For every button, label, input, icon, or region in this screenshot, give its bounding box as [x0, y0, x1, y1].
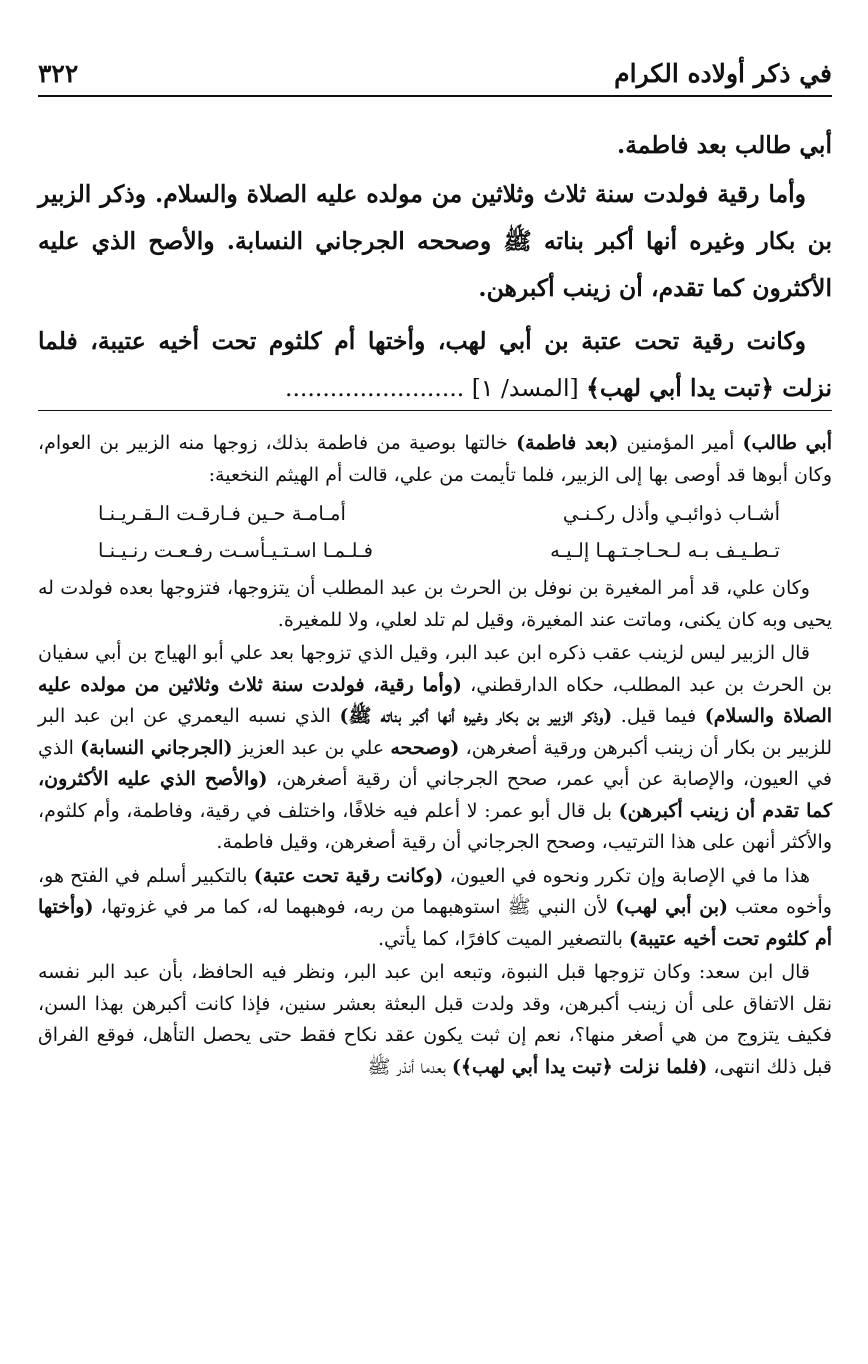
bold-quote-run: (بعد فاطمة) — [516, 432, 619, 454]
poem-verse-2 — [38, 532, 832, 569]
commentary — [38, 428, 832, 1085]
poem-hemistich-left: فـلـمـا اسـتـيـأسـت رفـعـت رنـيـنـا — [98, 539, 373, 562]
text-run: بعدما أنذر ﷺ — [367, 1055, 452, 1078]
bold-quote-run: (وصححه — [390, 736, 460, 759]
poem-hemistich-right: تـطـيـف بـه لـحـاجـتـهـا إلـيـه — [550, 539, 780, 562]
poem-hemistich-left: أمـامـة حـين فـارقـت الـقـريـنـا — [98, 502, 346, 525]
poem — [38, 495, 832, 569]
note-5 — [38, 957, 832, 1083]
text-run: فيما قيل. — [612, 705, 705, 727]
poem-hemistich-right: أشـاب ذوائبـي وأذل ركـنـي — [562, 502, 780, 525]
text-run: علي بن عبد العزيز — [232, 736, 391, 759]
text-run: بالتكبير أسلم في الفتح هو، وأخوه معتب — [38, 864, 832, 918]
chapter-title: في ذكر أولاده الكرام — [614, 59, 832, 88]
main-p3-text: وكانت رقية تحت عتبة بن أبي لهب، وأختها أم كلثوم تحت أخيه عتيبة، فلما نزلت — [38, 327, 832, 402]
text-run: هذا ما في الإصابة وإن تكرر ونحوه في العيون، — [443, 864, 811, 887]
text-run: بل قال أبو عمر: لا أعلم فيه خلافًا، واختلف في رقية، وفاطمة، وأم كلثوم، والأكثر أنهن على هذا الترتيب، وصحح الجرجاني أن رقية أصغرهن، وقيل فاطمة. — [38, 799, 832, 853]
main-text — [38, 122, 832, 418]
header-rule — [38, 95, 832, 97]
bold-quote-run: (وأما رقية، فولدت سنة ثلاث وثلاثين من مولده عليه الصلاة والسلام) — [38, 673, 833, 727]
text-run: الذي في العيون، والإصابة عن أبي عمر، صحح الجرجاني أن رقية أصغرهن، — [38, 736, 832, 790]
text-run: قال ابن سعد: وكان تزوجها قبل النبوة، وتبعه ابن عبد البر، ونظر فيه الحافظ، بأن عبد البر نفسه نقل الاتفاق على أن زينب أكبرهن، وقد ولدت قبل البعثة بعشر سنين، فإذا كانت أكبرهن بهذا السن، فكيف يتزوج من هي أصغر منها؟، نعم إن ثبت يكون عقد نكاح فقط حتى يحصل التأهل، فوقع الفراق قبل ذلك انتهى، — [38, 961, 832, 1078]
bold-quote-run: (الجرجاني النسابة) — [80, 736, 233, 759]
text-run: بالتصغير الميت كافرًا، كما يأتي. — [377, 927, 629, 950]
note-4 — [38, 861, 832, 956]
main-paragraph-2: وأما رقية فولدت سنة ثلاث وثلاثين من مولده عليه الصلاة والسلام. وذكر الزبير بن بكار وغيره أنها أكبر بناته ﷺ وصححه الجرجاني النسابة. والأصح الذي عليه الأكثرون كما تقدم، أن زينب أكبرهن. — [38, 180, 832, 302]
main-paragraph-1: أبي طالب بعد فاطمة. — [617, 131, 832, 159]
bold-quote-run: (بن أبي لهب) — [615, 896, 728, 918]
bold-quote-run: (فلما نزلت ﴿تبت يدا أبي لهب﴾) — [451, 1055, 708, 1078]
poem-verse-1 — [38, 495, 832, 532]
footnote-rule — [38, 410, 832, 411]
text-run: قال الزبير ليس لزينب عقب ذكره ابن عبد البر، وقيل الذي تزوجها بعد علي أبو الهياج بن أبي سفيان بن الحرث بن عبد المطلب، حكاه الدارقطني، — [38, 642, 833, 696]
text-run: أمير المؤمنين — [618, 432, 743, 454]
bold-quote-run: (والأصح الذي عليه الأكثرون، كما تقدم أن زينب أكبرهن) — [38, 768, 833, 822]
quran-reference: [المسد/ ١] ........................ — [284, 374, 587, 402]
bold-quote-run: (وأختها أم كلثوم تحت أخيه عتيبة) — [38, 896, 832, 950]
text-run: الذي نسبه اليعمري عن ابن عبد البر للزبير بن بكار أن زينب أكبرهن ورقية أصغرهن، — [38, 705, 832, 759]
bold-quote-run: أبي طالب) — [742, 432, 832, 454]
page-number: ٣٢٢ — [38, 59, 79, 88]
note-3 — [38, 638, 832, 859]
bold-quote-run: (وذكر الزبير بن بكار وغيره أنها أكبر بناته ﷺ) — [339, 705, 613, 727]
text-run: خالتها بوصية من فاطمة بذلك، زوجها منه الزبير بن العوام، وكان أبوها قد أوصى بها إلى الزبير، فلما تأيمت من علي، قالت أم الهيثم النخعية: — [38, 432, 832, 486]
note-2: وكان علي، قد أمر المغيرة بن نوفل بن الحرث بن عبد المطلب أن يتزوجها، فتزوجها بعده فولدت له يحيى وبه كان يكنى، وماتت عند المغيرة، وقيل لم تلد لعلي، ولا للمغيرة. — [38, 577, 832, 631]
main-paragraph-3 — [38, 318, 832, 412]
text-run: لأن النبي ﷺ استوهبهما من ربه، فوهبهما له، كما مر في غزوتها، — [93, 896, 616, 918]
quran-quote: ﴿تبت يدا أبي لهب﴾ — [586, 374, 775, 402]
bold-quote-run: (وكانت رقية تحت عتبة) — [253, 864, 444, 887]
page-header — [38, 48, 832, 88]
note-1 — [38, 428, 832, 491]
